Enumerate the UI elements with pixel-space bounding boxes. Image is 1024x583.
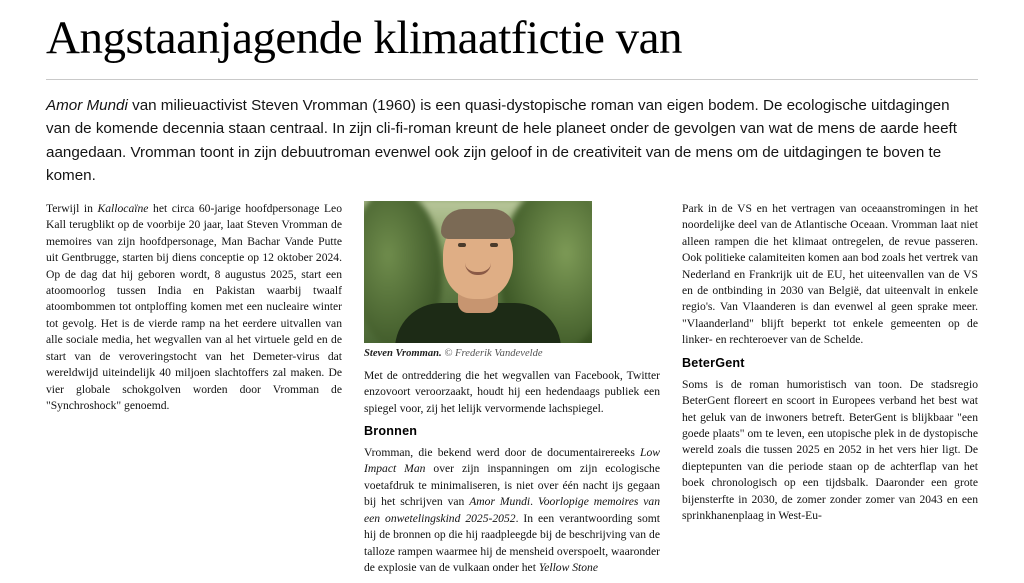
paragraph: Soms is de roman humoristisch van toon. De stadsregio BeterGent floreert en scoort in Europees verband het best wat het geluk van de inwoners betreft. BeterGent is blijkbaar "een goede plaats" om te leven, een utopische plek in de dystopische wereld zoals die tussen 2025 en 2052 in het vers hier ligt. De dieptepunten van die periode staan op de achterflap van het boek chronologisch op een tijdsbalk. Daaronder een grote bijensterfte in 2030, de zomer zonder zomer van 2043 en een sprinkhanenplaag in West-Eu- [682,377,978,523]
section-heading-bronnen: Bronnen [364,424,418,439]
article-photo-block [364,201,592,361]
column-left [46,201,342,583]
paragraph: Park in de VS en het vertragen van oceaanstromingen in het noordelijke deel van de Atlantische Oceaan. Vromman laat niet alleen rampen die het klimaat ontregelen, de revue passeren. Ook politieke calamiteiten komen aan bod zoals het vertrek van Nederland en Frankrijk uit de EU, het uiteenvallen van de VS en de ontbinding in 2030 van België, dat uiteenvalt in enkele regio's. Van Vlaanderen is dan evenwel al geen sprake meer. "Vlaanderland" blijft beperkt tot enkele gemeenten op de linker- en rechteroever van de Schelde. [682,201,978,347]
paragraph: Met de ontreddering die het wegvallen van Facebook, Twitter enzovoort veroorzaakt, houdt hij een hedendaags publiek een spiegel voor, zij het lelijk vervormende lachspiegel. [364,368,660,415]
page-title: Angstaanjagende klimaatfictie van [46,12,683,64]
subject-hair [441,209,515,239]
subject-eye-left [458,243,466,247]
photo-caption-name: Steven Vromman. [364,347,442,359]
column-middle [364,201,660,583]
subject-eye-right [490,243,498,247]
paragraph: Vromman, die bekend werd door de documentairereeks Low Impact Man over zijn inspanningen om zijn ecologische voetafdruk te minimaliseren, is niet over één nacht ijs gegaan bij het schrijven van Amor Mundi. Voorlopige memoires van een onwetelingskind 2025-2052. In een verantwoording somt hij de bronnen op die hij raadpleegde bij de beschrijving van de talloze rampen waarmee hij de mensheid overspoelt, waaronder de explosie van de vulkaan onder het Yellow Stone [364,445,661,575]
photo-caption-credit: © Frederik Vandevelde [444,347,543,359]
column-right [682,201,978,583]
section-heading-betergent: BeterGent [682,355,745,370]
portrait-photo [364,201,592,343]
article-standfirst [0,80,1024,186]
paragraph: Terwijl in Kallocaïne het circa 60-jarige hoofdpersonage Leo Kall terugblikt op de voorbije 20 jaar, laat Steven Vromman de memoires van zijn hoofdpersonage, Man Bachar Vande Putte uit Gentbrugge, starten bij diens conceptie op 12 oktober 2024. Op de dag dat hij geboren wordt, 8 augustus 2025, start een atoomoorlog tussen India en Pakistan waarbij twaalf atoombommen tot ontploffing komen met een nucleaire winter tot gevolg. Het is de vierde ramp na het eerdere uitvallen van alle sociale media, het wegvallen van al het virtuele geld en de start van de veroveringstocht van het Demeter-virus dat wereldwijd uiteindelijk 40 miljoen slachtoffers zal maken. De vier globale schokgolven worden door Vromman de "Synchroshock" genoemd. [46,201,342,413]
standfirst-text: Amor Mundi van milieuactivist Steven Vromman (1960) is een quasi-dystopische roman van eigen bodem. De ecologische uitdagingen van de komende decennia staan centraal. In zijn cli-fi-roman kreunt de hele planeet onder de gevolgen van wat de mens de aarde heeft aangedaan. Vromman toont in zijn debuutroman evenwel ook zijn geloof in de creativiteit van de mens om de uitdagingen te boven te komen. [46,97,957,184]
photo-caption [364,346,592,361]
article-columns [0,187,1024,583]
